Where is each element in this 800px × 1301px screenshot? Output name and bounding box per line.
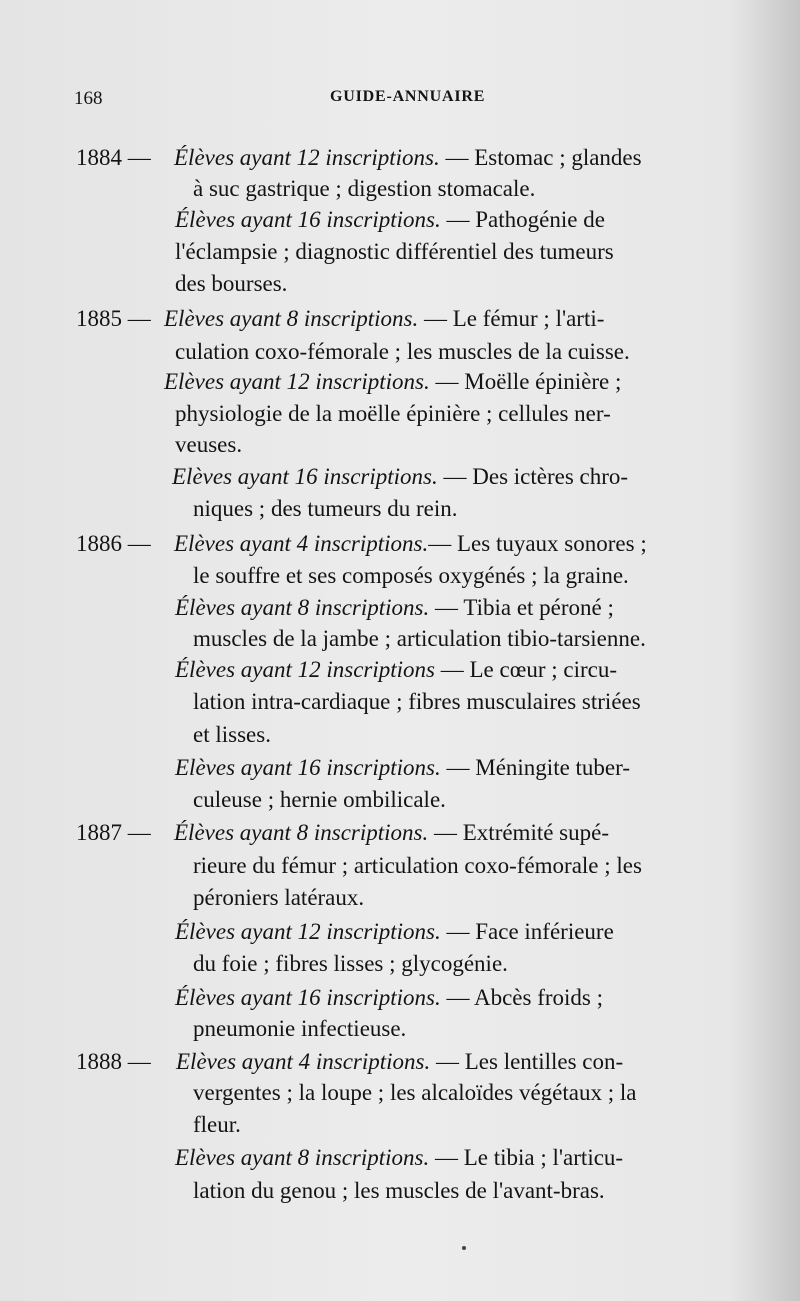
text-line: veuses.	[175, 432, 243, 457]
text-line: culation coxo-fémorale ; les muscles de la cuisse.	[175, 339, 630, 364]
entry-heading: Elèves ayant 16 inscriptions.	[175, 755, 441, 780]
entry-heading: Élèves ayant 16 inscriptions.	[175, 985, 441, 1010]
text-line: des bourses.	[175, 271, 288, 296]
entry-heading: Élèves ayant 12 inscriptions.	[174, 145, 440, 170]
year-label: 1888 —	[76, 1049, 151, 1074]
text-line	[172, 462, 628, 492]
running-head: GUIDE-ANNUAIRE	[330, 88, 486, 105]
text-line	[175, 593, 614, 623]
text-line: du foie ; fibres lisses ; glycogénie.	[193, 951, 508, 976]
text-line: niques ; des tumeurs du rein.	[193, 496, 458, 521]
entry-text: — Le cœur ; circu-	[435, 657, 618, 682]
entry-text: — Tibia et péroné ;	[429, 595, 614, 620]
text-line: pneumonie infectieuse.	[193, 1016, 407, 1041]
entry-text: — Le fémur ; l'arti-	[418, 306, 605, 331]
text-line	[164, 367, 621, 397]
entry-heading: Elèves ayant 4 inscriptions.	[176, 1049, 431, 1074]
text-line: lation intra-cardiaque ; fibres musculaires striées	[193, 689, 641, 714]
text-line	[175, 917, 614, 947]
page-number: 168	[74, 88, 103, 109]
entry-text: — Les lentilles con-	[430, 1049, 624, 1074]
entry-heading: Élèves ayant 12 inscriptions.	[175, 919, 441, 944]
entry-text: — Pathogénie de	[440, 207, 605, 232]
entry-text: — Face inférieure	[440, 919, 614, 944]
text-line	[175, 753, 630, 783]
year-label: 1884 —	[76, 145, 151, 170]
year-label: 1885 —	[76, 306, 151, 331]
text-line: muscles de la jambe ; articulation tibio-tarsienne.	[193, 626, 646, 651]
entry-text: — Abcès froids ;	[440, 985, 604, 1010]
text-line: fleur.	[193, 1112, 241, 1137]
entry-heading: Élèves ayant 8 inscriptions.	[175, 595, 430, 620]
entry-text: — Moëlle épinière ;	[429, 369, 622, 394]
entry-text: — Extrémité supé-	[428, 820, 610, 845]
text-line: à suc gastrique ; digestion stomacale.	[193, 176, 536, 201]
text-line	[175, 205, 605, 235]
entry-heading: Elèves ayant 4 inscriptions.	[174, 531, 429, 556]
entry-text: — Méningite tuber-	[440, 755, 630, 780]
entry-heading: Élèves ayant 16 inscriptions.	[175, 207, 441, 232]
entry-heading: Elèves ayant 16 inscriptions.	[172, 464, 438, 489]
text-line	[175, 655, 617, 685]
entry-heading: Elèves ayant 8 inscriptions.	[164, 306, 419, 331]
ink-speck	[462, 1246, 466, 1250]
text-line: rieure du fémur ; articulation coxo-fémorale ; les	[193, 853, 642, 878]
text-line: péroniers latéraux.	[193, 885, 365, 910]
page-header	[0, 88, 800, 118]
text-line: le souffre et ses composés oxygénés ; la graine.	[193, 563, 629, 588]
text-line	[175, 1143, 623, 1173]
text-line: l'éclampsie ; diagnostic différentiel des tumeurs	[175, 239, 614, 264]
text-line	[175, 983, 603, 1013]
entry-text: — Les tuyaux sonores ;	[428, 531, 647, 556]
entry-heading: Élèves ayant 8 inscriptions.	[174, 820, 429, 845]
year-label: 1886 —	[76, 531, 151, 556]
text-line: lation du genou ; les muscles de l'avant-bras.	[193, 1178, 605, 1203]
entry-heading: Elèves ayant 8 inscriptions.	[175, 1145, 430, 1170]
text-line: physiologie de la moëlle épinière ; cellules ner-	[175, 401, 611, 426]
text-line: culeuse ; hernie ombilicale.	[193, 787, 446, 812]
page-edge-shadow	[730, 0, 800, 1301]
text-line: vergentes ; la loupe ; les alcaloïdes végétaux ; la	[193, 1080, 637, 1105]
entry-text: — Le tibia ; l'articu-	[429, 1145, 624, 1170]
entry-text: — Des ictères chro-	[437, 464, 629, 489]
entry-heading: Élèves ayant 12 inscriptions	[175, 657, 435, 682]
text-line: et lisses.	[193, 722, 271, 747]
year-label: 1887 —	[76, 820, 151, 845]
entry-text: — Estomac ; glandes	[439, 145, 642, 170]
entry-heading: Elèves ayant 12 inscriptions.	[164, 369, 430, 394]
